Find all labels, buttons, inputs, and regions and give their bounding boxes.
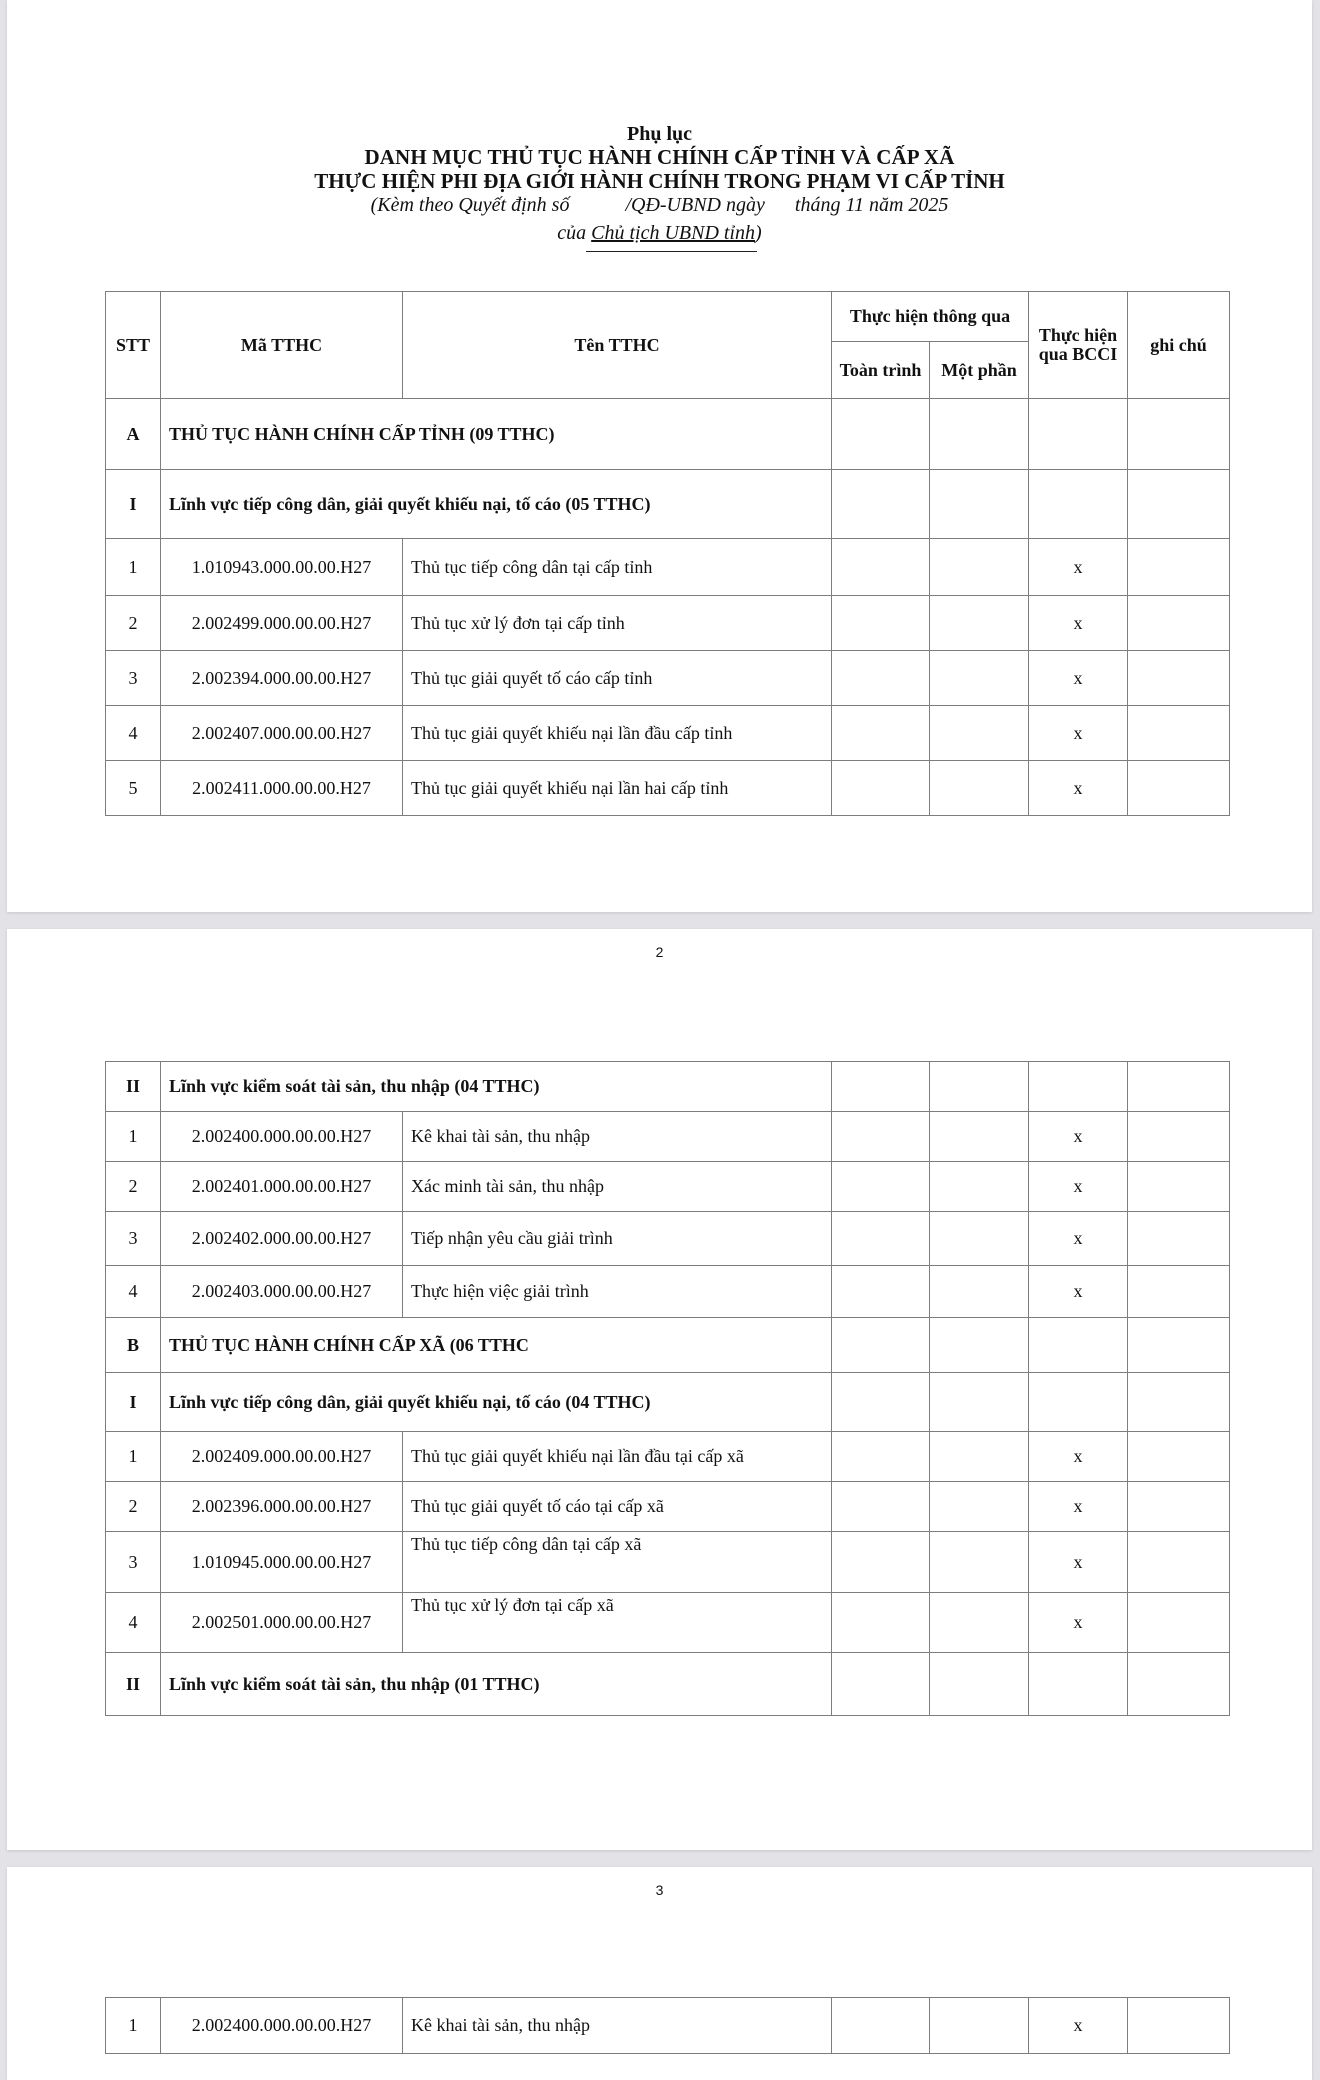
procedure-row — [106, 1112, 1230, 1162]
section-row — [106, 1318, 1230, 1373]
cell-partial — [930, 596, 1029, 651]
cell-full — [832, 596, 930, 651]
cell-note — [1128, 1162, 1230, 1212]
cell-partial — [930, 1482, 1029, 1532]
cell-full — [832, 1593, 930, 1653]
procedure-name: Thủ tục giải quyết khiếu nại lần đầu tại cấp xã — [403, 1432, 832, 1482]
cell-bcci: x — [1029, 651, 1128, 706]
cell-bcci — [1029, 399, 1128, 470]
procedure-code: 2.002400.000.00.00.H27 — [161, 1112, 403, 1162]
document-title-line-2: THỰC HIỆN PHI ĐỊA GIỚI HÀNH CHÍNH TRONG PHẠM VI CẤP TỈNH — [314, 169, 1005, 193]
cell-full — [832, 1266, 930, 1318]
procedure-name: Thủ tục giải quyết tố cáo cấp tỉnh — [403, 651, 832, 706]
cell-full — [832, 470, 930, 539]
cell-bcci: x — [1029, 539, 1128, 596]
section-index: II — [106, 1062, 161, 1112]
document-title-line-1: DANH MỤC THỦ TỤC HÀNH CHÍNH CẤP TỈNH VÀ CẤP XÃ — [364, 145, 955, 169]
cell-partial — [930, 1162, 1029, 1212]
cell-full — [832, 1318, 930, 1373]
cell-note — [1128, 651, 1230, 706]
cell-partial — [930, 1318, 1029, 1373]
procedure-row — [106, 1432, 1230, 1482]
section-title: THỦ TỤC HÀNH CHÍNH CẤP XÃ (06 TTHC — [161, 1318, 832, 1373]
section-row — [106, 1373, 1230, 1432]
cell-bcci: x — [1029, 1212, 1128, 1266]
cell-partial — [930, 1266, 1029, 1318]
cell-partial — [930, 1062, 1029, 1112]
row-index: 1 — [106, 1112, 161, 1162]
header-stt: STT — [106, 292, 161, 399]
procedure-row — [106, 1482, 1230, 1532]
procedure-row — [106, 706, 1230, 761]
header-name: Tên TTHC — [403, 292, 832, 399]
cell-bcci: x — [1029, 761, 1128, 816]
section-index: B — [106, 1318, 161, 1373]
section-index: A — [106, 399, 161, 470]
subtitle-issuer: Chủ tịch UBND tỉnh — [591, 222, 756, 244]
cell-full — [832, 539, 930, 596]
procedure-code: 2.002402.000.00.00.H27 — [161, 1212, 403, 1266]
procedure-code: 2.002401.000.00.00.H27 — [161, 1162, 403, 1212]
header-note: ghi chú — [1128, 292, 1230, 399]
appendix-label: Phụ lục — [626, 123, 693, 145]
cell-full — [832, 1373, 930, 1432]
cell-note — [1128, 706, 1230, 761]
procedure-row — [106, 1162, 1230, 1212]
subtitle-decision-prefix: (Kèm theo Quyết định số — [370, 194, 570, 216]
cell-bcci — [1029, 1062, 1128, 1112]
cell-full — [832, 1998, 930, 2054]
cell-note — [1128, 1373, 1230, 1432]
procedure-code: 2.002407.000.00.00.H27 — [161, 706, 403, 761]
cell-bcci: x — [1029, 1532, 1128, 1593]
row-index: 4 — [106, 1266, 161, 1318]
document-subtitle-line-1 — [7, 194, 1312, 217]
cell-bcci: x — [1029, 1998, 1128, 2054]
section-row — [106, 470, 1230, 539]
procedure-name: Thủ tục xử lý đơn tại cấp tỉnh — [403, 596, 832, 651]
cell-full — [832, 1482, 930, 1532]
section-row — [106, 1653, 1230, 1716]
cell-note — [1128, 539, 1230, 596]
cell-partial — [930, 1998, 1029, 2054]
subtitle-decision-date: tháng 11 năm 2025 — [794, 194, 949, 216]
procedure-row — [106, 539, 1230, 596]
procedures-table-page-2 — [105, 1061, 1230, 1716]
cell-note — [1128, 1593, 1230, 1653]
cell-partial — [930, 761, 1029, 816]
cell-partial — [930, 1432, 1029, 1482]
cell-note — [1128, 399, 1230, 470]
subtitle-decision-number: /QĐ-UBND ngày — [625, 194, 765, 216]
cell-bcci: x — [1029, 1266, 1128, 1318]
row-index: 1 — [106, 1432, 161, 1482]
row-index: 2 — [106, 596, 161, 651]
cell-note — [1128, 1432, 1230, 1482]
row-index: 3 — [106, 651, 161, 706]
cell-note — [1128, 1998, 1230, 2054]
cell-full — [832, 1432, 930, 1482]
row-index: 2 — [106, 1482, 161, 1532]
cell-full — [832, 706, 930, 761]
row-index: 1 — [106, 539, 161, 596]
cell-bcci — [1029, 1653, 1128, 1716]
procedure-row — [106, 1212, 1230, 1266]
table-header-row — [106, 292, 1230, 342]
cell-full — [832, 1653, 930, 1716]
section-title: Lĩnh vực tiếp công dân, giải quyết khiếu nại, tố cáo (05 TTHC) — [161, 470, 832, 539]
procedure-code: 1.010943.000.00.00.H27 — [161, 539, 403, 596]
header-via-group: Thực hiện thông qua — [832, 292, 1029, 342]
procedure-row — [106, 761, 1230, 816]
cell-bcci — [1029, 1373, 1128, 1432]
cell-bcci: x — [1029, 1162, 1128, 1212]
procedure-code: 2.002501.000.00.00.H27 — [161, 1593, 403, 1653]
procedure-code: 2.002396.000.00.00.H27 — [161, 1482, 403, 1532]
procedure-row — [106, 1266, 1230, 1318]
subtitle-issuer-suffix: ) — [755, 222, 762, 244]
procedure-code: 2.002400.000.00.00.H27 — [161, 1998, 403, 2054]
title-divider — [586, 251, 757, 252]
section-index: I — [106, 470, 161, 539]
row-index: 2 — [106, 1162, 161, 1212]
document-subtitle-line-2 — [7, 222, 1312, 245]
procedure-name: Thủ tục xử lý đơn tại cấp xã — [403, 1593, 832, 1653]
procedure-code: 2.002394.000.00.00.H27 — [161, 651, 403, 706]
cell-partial — [930, 539, 1029, 596]
cell-full — [832, 761, 930, 816]
cell-full — [832, 1532, 930, 1593]
cell-bcci: x — [1029, 1432, 1128, 1482]
cell-full — [832, 1162, 930, 1212]
header-bcci: Thực hiện qua BCCI — [1029, 292, 1128, 399]
procedure-row — [106, 651, 1230, 706]
document-page-3 — [7, 1867, 1312, 2080]
procedure-name: Thủ tục giải quyết tố cáo tại cấp xã — [403, 1482, 832, 1532]
row-index: 4 — [106, 1593, 161, 1653]
cell-note — [1128, 1532, 1230, 1593]
procedure-name: Xác minh tài sản, thu nhập — [403, 1162, 832, 1212]
row-index: 5 — [106, 761, 161, 816]
page-number: 2 — [655, 944, 664, 960]
cell-note — [1128, 1653, 1230, 1716]
procedure-row — [106, 1532, 1230, 1593]
procedure-code: 2.002409.000.00.00.H27 — [161, 1432, 403, 1482]
page-number: 3 — [655, 1882, 664, 1898]
procedure-name: Thủ tục giải quyết khiếu nại lần đầu cấp tỉnh — [403, 706, 832, 761]
procedure-code: 2.002403.000.00.00.H27 — [161, 1266, 403, 1318]
header-code: Mã TTHC — [161, 292, 403, 399]
procedure-row — [106, 1998, 1230, 2054]
cell-partial — [930, 1373, 1029, 1432]
row-index: 3 — [106, 1212, 161, 1266]
section-index: II — [106, 1653, 161, 1716]
cell-note — [1128, 1266, 1230, 1318]
section-title: THỦ TỤC HÀNH CHÍNH CẤP TỈNH (09 TTHC) — [161, 399, 832, 470]
header-full: Toàn trình — [832, 342, 930, 399]
cell-note — [1128, 596, 1230, 651]
procedure-name: Thực hiện việc giải trình — [403, 1266, 832, 1318]
document-page-2 — [7, 929, 1312, 1850]
cell-partial — [930, 470, 1029, 539]
procedure-row — [106, 596, 1230, 651]
cell-partial — [930, 1593, 1029, 1653]
cell-note — [1128, 1482, 1230, 1532]
cell-bcci — [1029, 1318, 1128, 1373]
procedure-name: Kê khai tài sản, thu nhập — [403, 1112, 832, 1162]
cell-partial — [930, 651, 1029, 706]
cell-full — [832, 399, 930, 470]
cell-partial — [930, 1212, 1029, 1266]
cell-note — [1128, 1112, 1230, 1162]
section-title: Lĩnh vực tiếp công dân, giải quyết khiếu nại, tố cáo (04 TTHC) — [161, 1373, 832, 1432]
cell-bcci: x — [1029, 706, 1128, 761]
cell-bcci: x — [1029, 1482, 1128, 1532]
procedures-table-page-1 — [105, 291, 1230, 816]
cell-full — [832, 1112, 930, 1162]
section-row — [106, 399, 1230, 470]
cell-bcci: x — [1029, 1112, 1128, 1162]
cell-note — [1128, 1062, 1230, 1112]
procedure-name: Thủ tục tiếp công dân tại cấp tỉnh — [403, 539, 832, 596]
cell-note — [1128, 1318, 1230, 1373]
cell-partial — [930, 1532, 1029, 1593]
row-index: 1 — [106, 1998, 161, 2054]
row-index: 3 — [106, 1532, 161, 1593]
procedure-code: 2.002499.000.00.00.H27 — [161, 596, 403, 651]
document-page-1 — [7, 0, 1312, 912]
cell-partial — [930, 399, 1029, 470]
cell-full — [832, 651, 930, 706]
cell-note — [1128, 470, 1230, 539]
section-title: Lĩnh vực kiểm soát tài sản, thu nhập (04 TTHC) — [161, 1062, 832, 1112]
row-index: 4 — [106, 706, 161, 761]
cell-partial — [930, 1653, 1029, 1716]
procedure-code: 2.002411.000.00.00.H27 — [161, 761, 403, 816]
header-partial: Một phần — [930, 342, 1029, 399]
cell-partial — [930, 706, 1029, 761]
cell-partial — [930, 1112, 1029, 1162]
subtitle-issuer-prefix: của — [557, 222, 592, 244]
procedure-name: Thủ tục giải quyết khiếu nại lần hai cấp tỉnh — [403, 761, 832, 816]
procedure-row — [106, 1593, 1230, 1653]
cell-bcci: x — [1029, 596, 1128, 651]
cell-full — [832, 1062, 930, 1112]
procedures-table-page-3 — [105, 1997, 1230, 2054]
section-title: Lĩnh vực kiểm soát tài sản, thu nhập (01 TTHC) — [161, 1653, 832, 1716]
procedure-name: Thủ tục tiếp công dân tại cấp xã — [403, 1532, 832, 1593]
cell-bcci: x — [1029, 1593, 1128, 1653]
cell-note — [1128, 761, 1230, 816]
section-row — [106, 1062, 1230, 1112]
procedure-name: Tiếp nhận yêu cầu giải trình — [403, 1212, 832, 1266]
cell-note — [1128, 1212, 1230, 1266]
cell-full — [832, 1212, 930, 1266]
procedure-code: 1.010945.000.00.00.H27 — [161, 1532, 403, 1593]
procedure-name: Kê khai tài sản, thu nhập — [403, 1998, 832, 2054]
section-index: I — [106, 1373, 161, 1432]
cell-bcci — [1029, 470, 1128, 539]
